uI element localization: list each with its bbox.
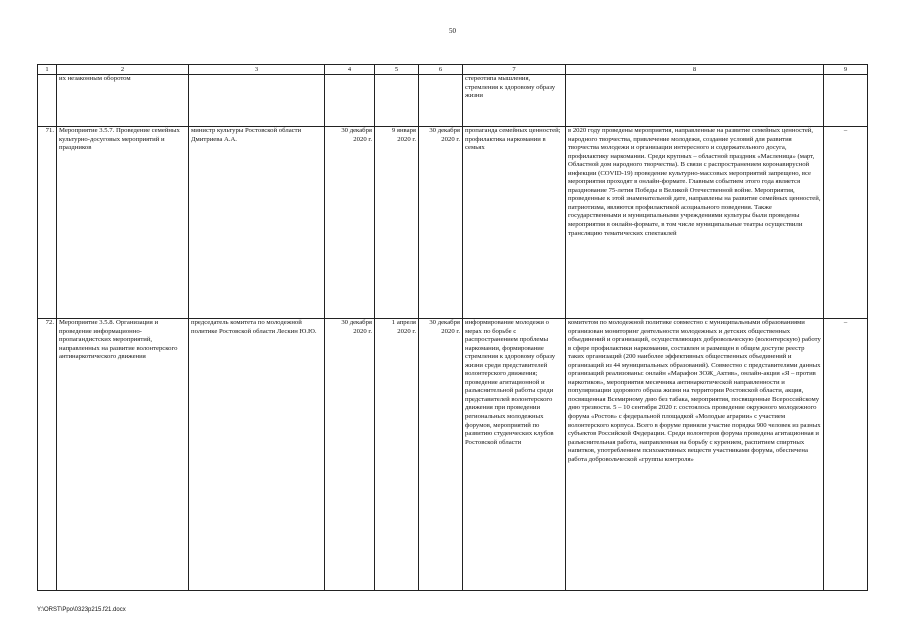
info-cell: в 2020 году проведены мероприятия, направленные на развитие семейных ценностей, народного творчества, привлечение молодежи, создание условий для развития творчества молодежи и организации интересного и содержательного досуга, профилактику наркомании. Среди крупных – областной праздник «Масленица» (март, Областной дом народного творчества). В связи с распространением коронавирусной инфекции (COVID-19) проведение культурно-массовых мероприятий запрещено, все мероприятия проходят в онлайн-формате. Главным событием этого года является празднование 75-летия Победы в Великой Отечественной войне. Мероприятия, проведенные к этой знаменательной дате, направлены на развитие семейных ценностей, патриотизма, являются профилактикой асоциального поведения. Также государственными и муниципальными учреждениями культуры были проведены мероприятия в онлайн-формате, в том числе муниципальные театры осуществили трансляцию тематических спектаклей [566, 127, 824, 319]
start-date-cell [375, 75, 419, 127]
report-table [37, 64, 868, 591]
responsible-cell: министр культуры Ростовской области Дмитриева А.А. [189, 127, 325, 319]
note-cell: – [824, 319, 868, 591]
info-cell [566, 75, 824, 127]
col-header: 9 [824, 65, 868, 75]
table-row [38, 127, 868, 319]
col-header: 5 [375, 65, 419, 75]
plan-date-cell: 30 декабря 2020 г. [325, 127, 375, 319]
plan-date-cell: 30 декабря 2020 г. [325, 319, 375, 591]
table-row [38, 319, 868, 591]
col-header: 6 [419, 65, 463, 75]
result-cell: информирование молодежи о мерах по борьбе с распространением проблемы наркомании, формирование стремления к здоровому образу жизни среди представителей волонтерского движения; проведение агитационной и разъяснительной работы среди представителей волонтерского движения при проведении региональных молодежных форумов, мероприятий по развитию студенческих клубов Ростовской области [463, 319, 566, 591]
page-number: 50 [449, 27, 456, 35]
col-header: 4 [325, 65, 375, 75]
col-header: 3 [189, 65, 325, 75]
result-cell: пропаганда семейных ценностей; профилактика наркомании в семьях [463, 127, 566, 319]
table-row [38, 75, 868, 127]
activity-cell: Мероприятие 3.5.8. Организация и проведение информационно-пропагандистских мероприятий, направленных на развитие волонтерского антинаркотического движения [57, 319, 189, 591]
row-number: 72. [38, 319, 57, 591]
file-path-footer: Y:\ORST\Ppo\0323p215.f21.docx [37, 607, 126, 613]
col-header: 8 [566, 65, 824, 75]
row-number [38, 75, 57, 127]
column-number-row [38, 65, 868, 75]
responsible-cell [189, 75, 325, 127]
col-header: 1 [38, 65, 57, 75]
note-cell [824, 75, 868, 127]
start-date-cell: 9 января 2020 г. [375, 127, 419, 319]
col-header: 7 [463, 65, 566, 75]
end-date-cell: 30 декабря 2020 г. [419, 127, 463, 319]
activity-cell: Мероприятие 3.5.7. Проведение семейных культурно-досуговых мероприятий и праздников [57, 127, 189, 319]
start-date-cell: 1 апреля 2020 г. [375, 319, 419, 591]
col-header: 2 [57, 65, 189, 75]
end-date-cell: 30 декабря 2020 г. [419, 319, 463, 591]
note-cell: – [824, 127, 868, 319]
row-number: 71. [38, 127, 57, 319]
activity-cell: их незаконным оборотом [57, 75, 189, 127]
info-cell: комитетом по молодежной политике совместно с муниципальными образованиями организован мониторинг деятельности молодежных и детских общественных объединений и организаций, осуществляющих добровольческую (волонтерскую) работу в сфере профилактики наркомании, составлен и размещен в общем доступе реестр таких организаций (200 наиболее эффективных общественных объединений и организаций из 44 муниципальных образований). Совместно с представителями данных организаций реализованы: онлайн «Марафон ЗОЖ_Актив», онлайн-акция «Я – против наркотиков», мероприятия месячника антинаркотической направленности и популяризации здорового образа жизни на территории Ростовской области, акция, посвященная Всемирному дню без табака, мероприятия, посвященные Всероссийскому дню трезвости. 5 – 10 сентября 2020 г. состоялось проведение окружного молодежного форума «Ростов» с федеральной площадкой «Молодые аграрии» с участием волонтерского корпуса. Всего в форуме приняли участие порядка 900 человек из разных субъектов Российской Федерации. Среди волонтеров форума проведена агитационная и разъяснительная работа, направленная на борьбу с курением, распитием спиртных напитков, употреблением психоактивных веществ участниками форума, обеспечена работа добровольческой «группы контроля» [566, 319, 824, 591]
result-cell: стереотипа мышления, стремления к здоровому образу жизни [463, 75, 566, 127]
plan-date-cell [325, 75, 375, 127]
responsible-cell: председатель комитета по молодежной политике Ростовской области Лескин Ю.Ю. [189, 319, 325, 591]
end-date-cell [419, 75, 463, 127]
